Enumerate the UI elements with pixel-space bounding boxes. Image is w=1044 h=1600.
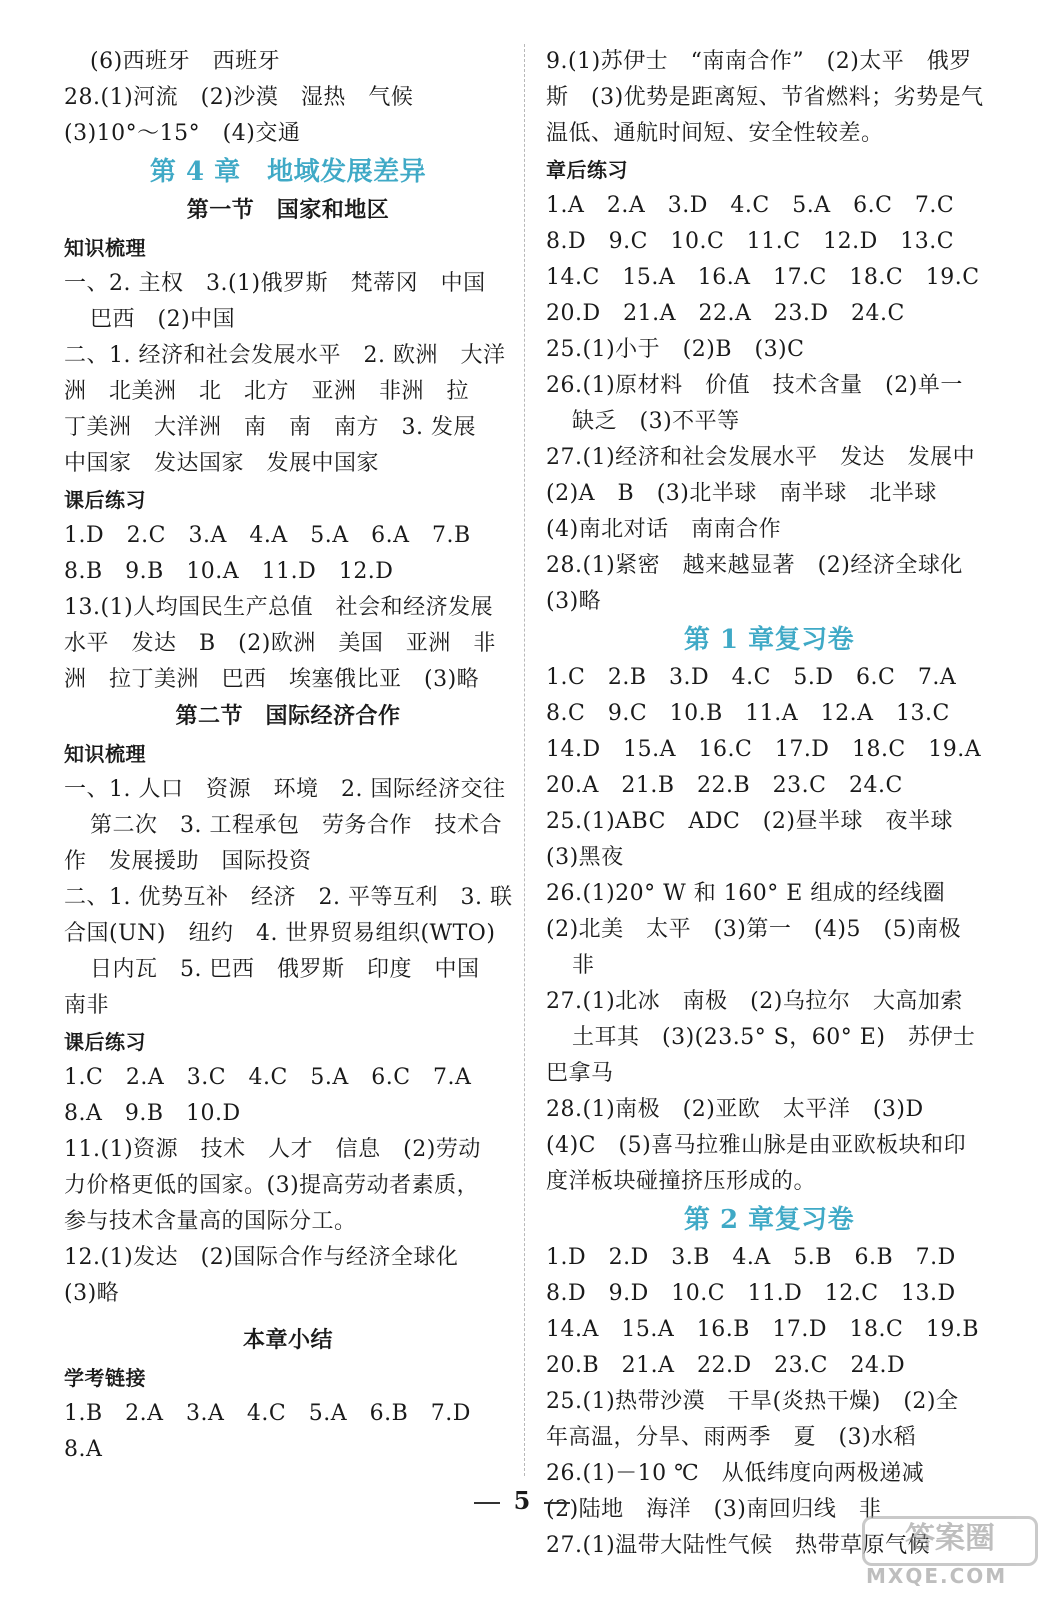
page-number (0, 1486, 1044, 1515)
chapter-title: 第 2 章复习卷 (683, 1205, 855, 1235)
answer-line: 27.(1)温带大陆性气候 热带草原气候 (546, 1533, 931, 1558)
column-divider (524, 44, 525, 1476)
answer-line: 1.C 2.A 3.C 4.C 5.A 6.C 7.A (64, 1065, 472, 1090)
answer-line: 28.(1)河流 (2)沙漠 湿热 气候 (64, 85, 414, 110)
answer-line: 8.A 9.B 10.D (64, 1101, 241, 1126)
answer-line: 二、1. 优势互补 经济 2. 平等互利 3. 联 (64, 885, 512, 910)
section-title: 本章小结 (242, 1328, 333, 1353)
answer-line: (6)西班牙 西班牙 (90, 49, 281, 74)
answer-line: 作 发展援助 国际投资 (64, 849, 312, 874)
answer-line: 巴西 (2)中国 (90, 307, 236, 332)
answer-line: 土耳其 (3)(23.5° S，60° E) 苏伊士 (572, 1025, 976, 1050)
answer-line: (3)黑夜 (546, 845, 624, 870)
left-column (64, 44, 512, 1468)
answer-line: 13.(1)人均国民生产总值 社会和经济发展 (64, 595, 494, 620)
subsection-heading: 课后练习 (64, 1030, 146, 1054)
answer-line: 二、1. 经济和社会发展水平 2. 欧洲 大洋 (64, 343, 506, 368)
answer-line: 非 (572, 953, 595, 978)
watermark-site-text: MXQE.COM (866, 1564, 1008, 1588)
subsection-heading: 知识梳理 (64, 742, 146, 766)
page-number-value: 5 (513, 1486, 531, 1515)
watermark-logo-text: 答案圈 (862, 1516, 1038, 1566)
section-title: 第二节 国际经济合作 (175, 704, 401, 729)
answer-line: 水平 发达 B (2)欧洲 美国 亚洲 非 (64, 631, 496, 656)
answer-line: 1.A 2.A 3.D 4.C 5.A 6.C 7.C (546, 193, 955, 218)
answer-line: 参与技术含量高的国际分工。 (64, 1209, 357, 1234)
page-number-dash-right (544, 1502, 570, 1504)
answer-line: 28.(1)紧密 越来越显著 (2)经济全球化 (546, 553, 963, 578)
section-title: 第一节 国家和地区 (186, 198, 390, 223)
spacer (64, 1312, 512, 1322)
answer-line: 南非 (64, 993, 110, 1018)
subsection-heading: 知识梳理 (64, 236, 146, 260)
chapter-title: 第 4 章 地域发展差异 (149, 157, 427, 187)
answer-line: 1.D 2.D 3.B 4.A 5.B 6.B 7.D (546, 1245, 956, 1270)
answer-line: 8.B 9.B 10.A 11.D 12.D (64, 559, 394, 584)
answer-line: 20.B 21.A 22.D 23.C 24.D (546, 1353, 906, 1378)
answer-line: 8.D 9.D 10.C 11.D 12.C 13.D (546, 1281, 956, 1306)
answer-line: 斯 (3)优势是距离短、节省燃料；劣势是气 (546, 85, 984, 110)
answer-line: 9.(1)苏伊士 “南南合作” (2)太平 俄罗 (546, 49, 972, 74)
answer-line: 温低、通航时间短、安全性较差。 (546, 121, 884, 146)
answer-line: 11.(1)资源 技术 人才 信息 (2)劳动 (64, 1137, 481, 1162)
answer-line: 27.(1)经济和社会发展水平 发达 发展中 (546, 445, 976, 470)
answer-line: 20.A 21.B 22.B 23.C 24.C (546, 773, 903, 798)
answer-line: 26.(1)原材料 价值 技术含量 (2)单一 (546, 373, 963, 398)
answer-line: 25.(1)ABC ADC (2)昼半球 夜半球 (546, 809, 953, 834)
answer-line: 丁美洲 大洋洲 南 南 南方 3. 发展 (64, 415, 476, 440)
answer-line: 26.(1)－10 ℃ 从低纬度向两极递减 (546, 1461, 925, 1486)
answer-line: 1.D 2.C 3.A 4.A 5.A 6.A 7.B (64, 523, 471, 548)
answer-line: (2)北美 太平 (3)第一 (4)5 (5)南极 (546, 917, 962, 942)
answer-line: 力价格更低的国家。(3)提高劳动者素质， (64, 1173, 480, 1198)
right-column (546, 44, 992, 1564)
answer-line: 25.(1)热带沙漠 干旱(炎热干燥) (2)全 (546, 1389, 959, 1414)
subsection-heading: 章后练习 (546, 158, 628, 182)
answer-line: 洲 拉丁美洲 巴西 埃塞俄比亚 (3)略 (64, 667, 480, 692)
answer-line: 20.D 21.A 22.A 23.D 24.C (546, 301, 905, 326)
answer-line: 1.C 2.B 3.D 4.C 5.D 6.C 7.A (546, 665, 957, 690)
subsection-heading: 学考链接 (64, 1366, 146, 1390)
answer-line: 第二次 3. 工程承包 劳务合作 技术合 (90, 813, 502, 838)
answer-line: 12.(1)发达 (2)国际合作与经济全球化 (64, 1245, 459, 1270)
answer-line: 14.A 15.A 16.B 17.D 18.C 19.B (546, 1317, 980, 1342)
answer-line: 一、2. 主权 3.(1)俄罗斯 梵蒂冈 中国 (64, 271, 486, 296)
page-number-dash-left (474, 1502, 500, 1504)
answer-line: 25.(1)小于 (2)B (3)C (546, 337, 805, 362)
answer-line: (3)略 (64, 1281, 120, 1306)
watermark-logo (862, 1516, 1032, 1588)
answer-line: 一、1. 人口 资源 环境 2. 国际经济交往 (64, 777, 506, 802)
answer-line: 日内瓦 5. 巴西 俄罗斯 印度 中国 (90, 957, 480, 982)
answer-line: 巴拿马 (546, 1061, 614, 1086)
answer-line: (4)南北对话 南南合作 (546, 517, 782, 542)
answer-line: 年高温，分旱、雨两季 夏 (3)水稻 (546, 1425, 917, 1450)
answer-line: 8.D 9.C 10.C 11.C 12.D 13.C (546, 229, 955, 254)
answer-line: 26.(1)20° W 和 160° E 组成的经线圈 (546, 881, 946, 906)
answer-line: 中国家 发达国家 发展中国家 (64, 451, 380, 476)
answer-line: (4)C (5)喜马拉雅山脉是由亚欧板块和印 (546, 1133, 967, 1158)
answer-line: (3)略 (546, 589, 602, 614)
answer-line: (3)10°～15° (4)交通 (64, 121, 301, 146)
subsection-heading: 课后练习 (64, 488, 146, 512)
answer-line: (2)陆地 海洋 (3)南回归线 非 (546, 1497, 882, 1522)
answer-line: 1.B 2.A 3.A 4.C 5.A 6.B 7.D (64, 1401, 471, 1426)
chapter-title: 第 1 章复习卷 (683, 625, 855, 655)
answer-line: 洲 北美洲 北 北方 亚洲 非洲 拉 (64, 379, 470, 404)
answer-line: 8.C 9.C 10.B 11.A 12.A 13.C (546, 701, 950, 726)
answer-line: 8.A (64, 1437, 103, 1462)
answer-line: 27.(1)北冰 南极 (2)乌拉尔 大高加索 (546, 989, 963, 1014)
answer-line: 14.D 15.A 16.C 17.D 18.C 19.A (546, 737, 982, 762)
answer-line: (2)A B (3)北半球 南半球 北半球 (546, 481, 937, 506)
answer-line: 度洋板块碰撞挤压形成的。 (546, 1169, 817, 1194)
answer-line: 合国(UN) 纽约 4. 世界贸易组织(WTO) (64, 921, 496, 946)
answer-line: 14.C 15.A 16.A 17.C 18.C 19.C (546, 265, 980, 290)
answer-line: 28.(1)南极 (2)亚欧 太平洋 (3)D (546, 1097, 924, 1122)
answer-line: 缺乏 (3)不平等 (572, 409, 740, 434)
